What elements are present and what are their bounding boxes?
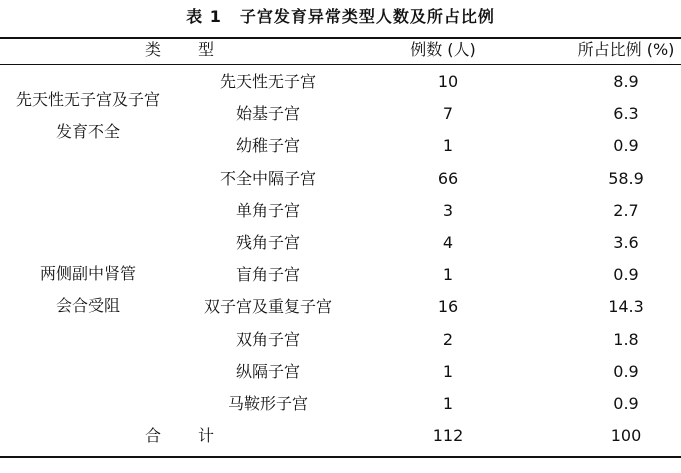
row-type: 残角子宫 xyxy=(235,233,301,252)
group-label-line: 发育不全 xyxy=(55,122,121,141)
header-rule xyxy=(0,64,681,65)
row-count: 1 xyxy=(442,265,454,284)
bottom-rule xyxy=(0,456,681,458)
total-label-char-1: 合 xyxy=(145,426,162,445)
group-label-line: 会合受阻 xyxy=(55,296,121,315)
header-type-char-2: 型 xyxy=(198,40,215,59)
row-type: 双子宫及重复子宫 xyxy=(203,297,333,316)
row-type: 盲角子宫 xyxy=(235,265,301,284)
row-count: 1 xyxy=(442,136,454,155)
row-percent: 8.9 xyxy=(613,72,639,91)
total-label-char-2: 计 xyxy=(198,426,215,445)
row-type: 不全中隔子宫 xyxy=(219,169,317,188)
row-percent: 6.3 xyxy=(613,104,639,123)
group-label-line: 两侧副中肾管 xyxy=(39,264,137,283)
row-count: 2 xyxy=(442,330,454,349)
total-count: 112 xyxy=(432,426,464,445)
row-type: 双角子宫 xyxy=(235,330,301,349)
row-type: 纵隔子宫 xyxy=(235,362,301,381)
row-percent: 0.9 xyxy=(613,265,639,284)
table-number: 表 1 xyxy=(186,7,222,26)
total-percent: 100 xyxy=(610,426,642,445)
row-count: 66 xyxy=(437,169,459,188)
row-percent: 0.9 xyxy=(613,136,639,155)
row-percent: 14.3 xyxy=(608,297,644,316)
header-count: 例数 (人) xyxy=(410,40,476,59)
row-count: 3 xyxy=(442,201,454,220)
row-count: 7 xyxy=(442,104,454,123)
row-count: 16 xyxy=(437,297,459,316)
row-percent: 0.9 xyxy=(613,394,639,413)
row-percent: 1.8 xyxy=(613,330,639,349)
table-title xyxy=(0,4,681,27)
row-percent: 2.7 xyxy=(613,201,639,220)
row-type: 先天性无子宫 xyxy=(219,72,317,91)
group-label-mullerian-fusion xyxy=(40,258,136,322)
group-label-line: 先天性无子宫及子宫 xyxy=(15,90,161,109)
table-caption: 子宫发育异常类型人数及所占比例 xyxy=(239,7,495,26)
row-count: 10 xyxy=(437,72,459,91)
row-type: 单角子宫 xyxy=(235,201,301,220)
row-type: 马鞍形子宫 xyxy=(227,394,309,413)
row-count: 1 xyxy=(442,362,454,381)
group-label-agenesis xyxy=(16,84,160,148)
row-percent: 0.9 xyxy=(613,362,639,381)
header-percent: 所占比例 (%) xyxy=(577,40,675,59)
row-count: 4 xyxy=(442,233,454,252)
top-rule xyxy=(0,37,681,39)
row-type: 幼稚子宫 xyxy=(235,136,301,155)
row-count: 1 xyxy=(442,394,454,413)
row-percent: 3.6 xyxy=(613,233,639,252)
header-type-char-1: 类 xyxy=(145,40,162,59)
row-type: 始基子宫 xyxy=(235,104,301,123)
row-percent: 58.9 xyxy=(608,169,644,188)
